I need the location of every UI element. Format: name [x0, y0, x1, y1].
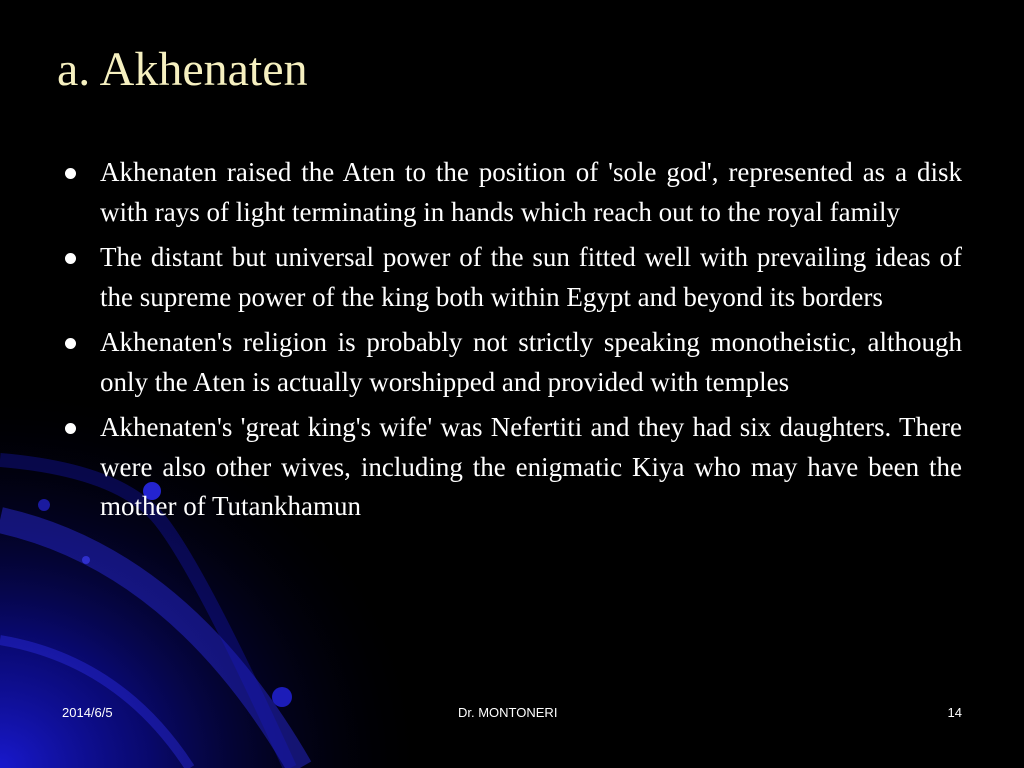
bullet-dot-icon	[65, 338, 76, 349]
bullet-item	[62, 323, 962, 402]
bullet-text: Akhenaten raised the Aten to the position of 'sole god', represented as a disk with rays of light terminating in hands which reach out to the royal family	[100, 157, 962, 227]
decor-dot-3	[272, 687, 292, 707]
footer-date: 2014/6/5	[62, 705, 113, 720]
bullet-dot-icon	[65, 253, 76, 264]
bullet-item	[62, 153, 962, 232]
bullet-item	[62, 238, 962, 317]
bullet-item	[62, 408, 962, 527]
bullet-text: Akhenaten's 'great king's wife' was Nefertiti and they had six daughters. There were also other wives, including the enigmatic Kiya who may have been the mother of Tutankhamun	[100, 412, 962, 521]
footer-page-number: 14	[947, 705, 962, 720]
decor-dot-2	[38, 499, 50, 511]
footer-author: Dr. MONTONERI	[458, 705, 558, 720]
bullet-dot-icon	[65, 423, 76, 434]
slide-title: a. Akhenaten	[57, 43, 308, 96]
bullet-text: Akhenaten's religion is probably not strictly speaking monotheistic, although only the Aten is actually worshipped and provided with temples	[100, 327, 962, 397]
decor-dot-4	[82, 556, 90, 564]
bullet-text: The distant but universal power of the sun fitted well with prevailing ideas of the supreme power of the king both within Egypt and beyond its borders	[100, 242, 962, 312]
bullet-list	[62, 153, 962, 533]
bullet-dot-icon	[65, 168, 76, 179]
